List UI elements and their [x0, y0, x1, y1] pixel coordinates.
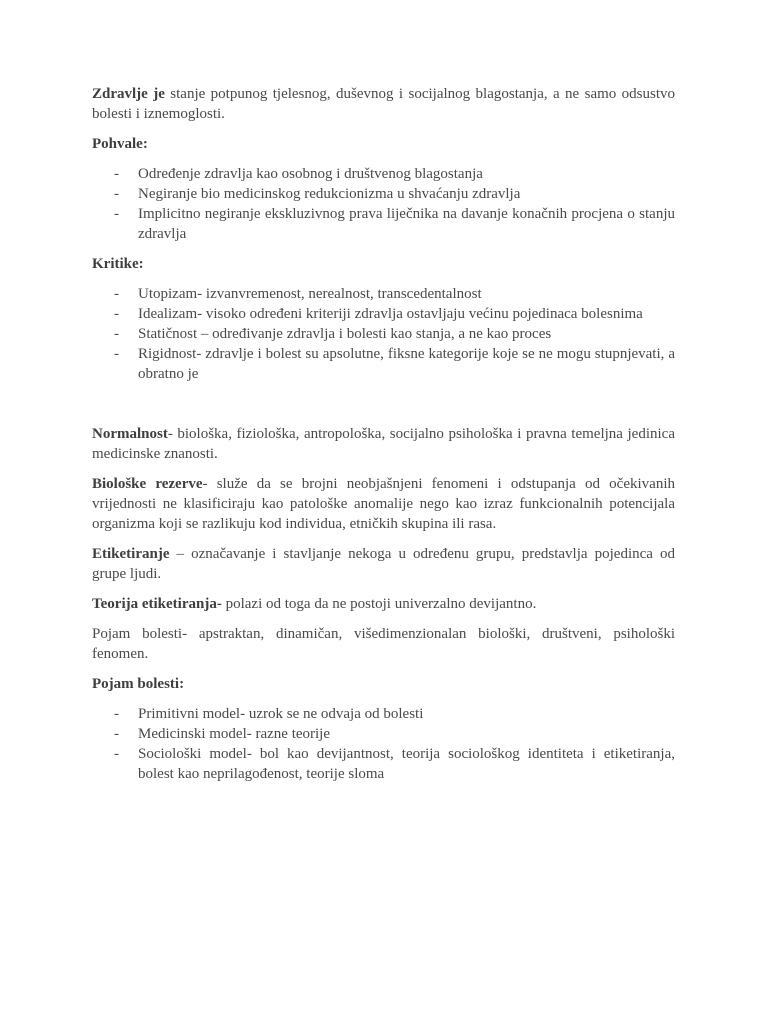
pojam-bolesti-heading [92, 674, 675, 694]
zdravlje-term: Zdravlje je [92, 86, 165, 102]
list-item-text: Utopizam- izvanvremenost, nerealnost, transcedentalnost [138, 286, 482, 302]
pohvale-heading [92, 134, 675, 154]
kritike-heading [92, 254, 675, 274]
pojam-bolesti-list [92, 704, 675, 784]
pohvale-list [92, 164, 675, 244]
kritike-list [92, 284, 675, 384]
pojam-bolesti-heading-text: Pojam bolesti: [92, 676, 185, 692]
bioloske-rezerve-text: - služe da se brojni neobjašnjeni fenomeni i odstupanja od očekivanih vrijednosti ne klasificiraju kao patološke anomalije nego kao izraz funkcionalnih potencijala organizma koji se razlikuju kod individua, etničkih skupina ili rasa. [92, 476, 675, 532]
dash-marker: - [114, 346, 119, 362]
teorija-etiketiranja-text: polazi od toga da ne postoji univerzalno devijantno. [221, 596, 537, 612]
list-item [92, 344, 675, 384]
list-item-text: Implicitno negiranje ekskluzivnog prava liječnika na davanje konačnih procjena o stanju zdravlja [138, 206, 675, 242]
normalnost-text: - biološka, fiziološka, antropološka, socijalno psihološka i pravna temeljna jedinica medicinske znanosti. [92, 426, 675, 462]
list-item-text: Statičnost – određivanje zdravlja i bolesti kao stanja, a ne kao proces [138, 326, 552, 342]
pojam-bolesti-definition: Pojam bolesti- apstraktan, dinamičan, višedimenzionalan biološki, društveni, psihološki fenomen. [92, 626, 675, 662]
list-item [92, 164, 675, 184]
etiketiranje-term: Etiketiranje [92, 546, 170, 562]
list-item [92, 204, 675, 244]
teorija-etiketiranja-paragraph [92, 594, 675, 614]
dash-marker: - [114, 726, 119, 742]
list-item [92, 704, 675, 724]
kritike-heading-text: Kritike: [92, 256, 144, 272]
dash-marker: - [114, 166, 119, 182]
list-item [92, 184, 675, 204]
section-spacer [92, 394, 675, 424]
bioloske-rezerve-term: Biološke rezerve [92, 476, 203, 492]
list-item-text: Rigidnost- zdravlje i bolest su apsolutne, fiksne kategorije koje se ne mogu stupnjevati, a obratno je [138, 346, 675, 382]
list-item [92, 324, 675, 344]
normalnost-paragraph [92, 424, 675, 464]
list-item-text: Određenje zdravlja kao osobnog i društvenog blagostanja [138, 166, 483, 182]
dash-marker: - [114, 286, 119, 302]
list-item [92, 724, 675, 744]
zdravlje-definition [92, 84, 675, 124]
dash-marker: - [114, 326, 119, 342]
list-item [92, 304, 675, 324]
teorija-etiketiranja-term: Teorija etiketiranja- [92, 596, 222, 612]
dash-marker: - [114, 206, 119, 222]
list-item [92, 284, 675, 304]
dash-marker: - [114, 306, 119, 322]
list-item-text: Medicinski model- razne teorije [138, 726, 331, 742]
pohvale-heading-text: Pohvale: [92, 136, 148, 152]
dash-marker: - [114, 746, 119, 762]
list-item-text: Sociološki model- bol kao devijantnost, teorija sociološkog identiteta i etiketiranja, bolest kao neprilagođenost, teorije sloma [138, 746, 675, 782]
dash-marker: - [114, 706, 119, 722]
etiketiranje-text: – označavanje i stavljanje nekoga u određenu grupu, predstavlja pojedinca od grupe ljudi. [92, 546, 675, 582]
normalnost-term: Normalnost [92, 426, 168, 442]
bioloske-rezerve-paragraph [92, 474, 675, 534]
list-item-text: Negiranje bio medicinskog redukcionizma u shvaćanju zdravlja [138, 186, 521, 202]
dash-marker: - [114, 186, 119, 202]
list-item-text: Primitivni model- uzrok se ne odvaja od bolesti [138, 706, 424, 722]
list-item [92, 744, 675, 784]
etiketiranje-paragraph [92, 544, 675, 584]
zdravlje-definition-text: stanje potpunog tjelesnog, duševnog i socijalnog blagostanja, a ne samo odsustvo bolesti i iznemoglosti. [92, 86, 676, 122]
list-item-text: Idealizam- visoko određeni kriteriji zdravlja ostavljaju većinu pojedinaca bolesnima [138, 306, 643, 322]
